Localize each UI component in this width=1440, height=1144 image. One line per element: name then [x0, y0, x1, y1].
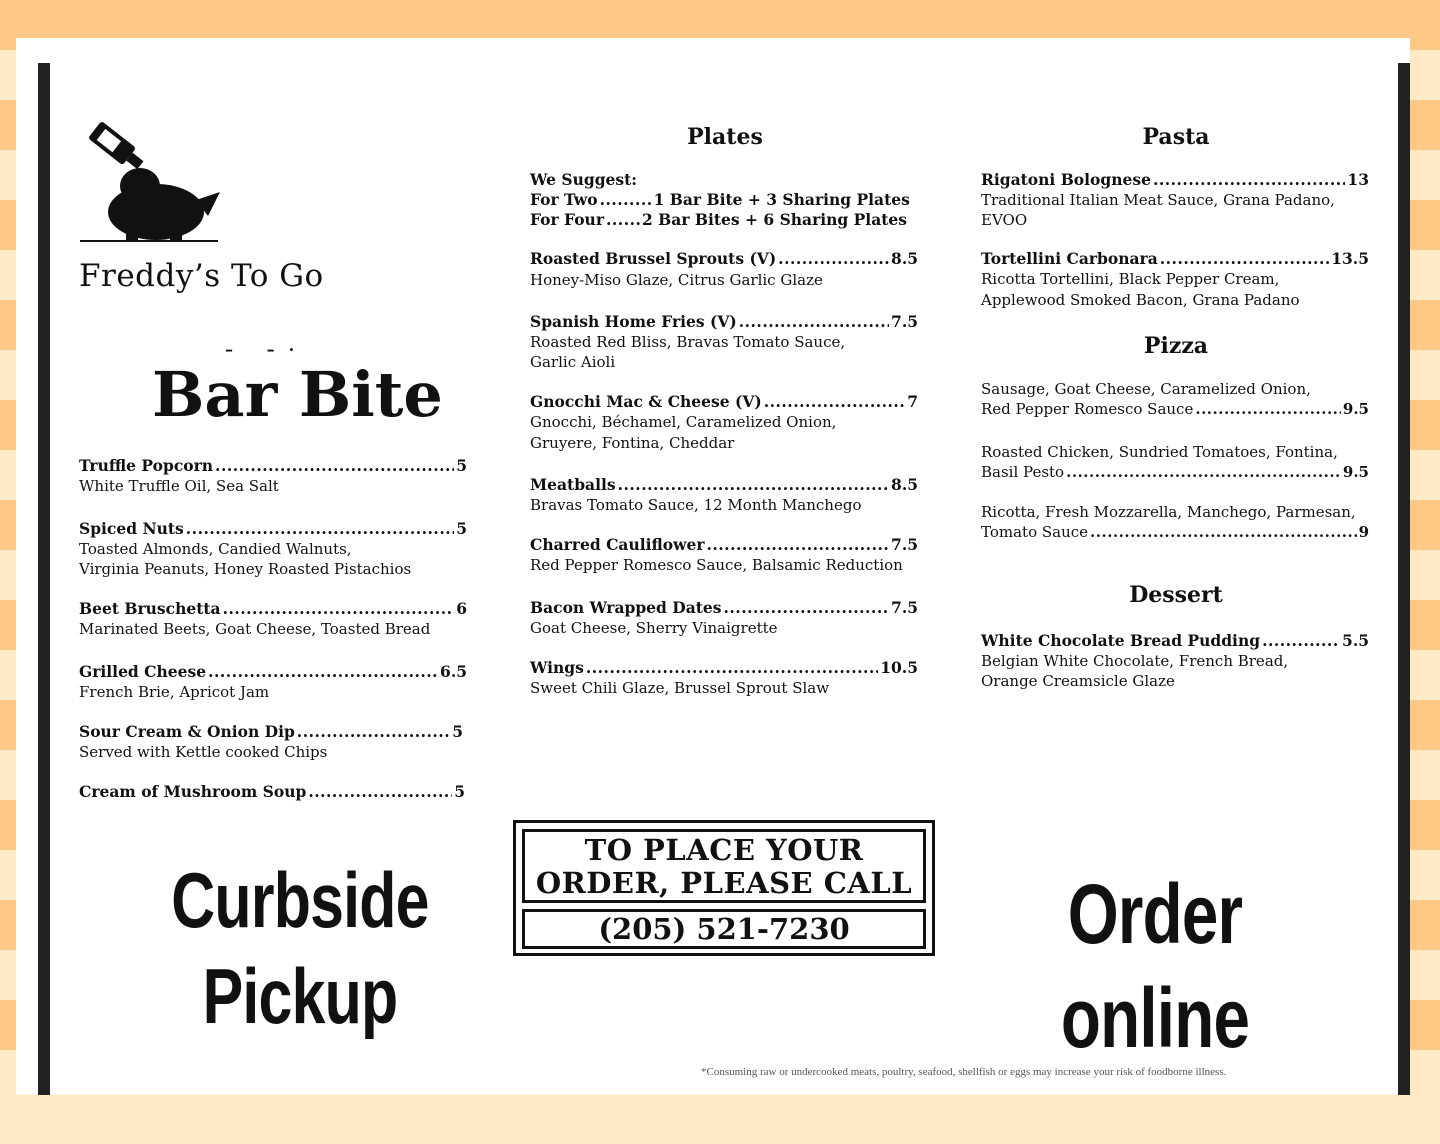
item-description: Basil Pesto	[981, 463, 1065, 481]
item-name: Truffle Popcorn	[79, 456, 214, 475]
brand-name: Freddy’s To Go	[79, 258, 324, 294]
list-item	[981, 442, 1369, 482]
list-item	[981, 379, 1369, 419]
page-edge-left	[38, 63, 50, 1095]
list-item	[981, 249, 1369, 312]
item-description: Toasted Almonds, Candied Walnuts,	[79, 540, 352, 558]
item-name: Wings	[530, 658, 584, 677]
item-price: 13.5	[1331, 249, 1369, 268]
item-name: Bacon Wrapped Dates	[530, 598, 722, 617]
item-name: Tortellini Carbonara	[981, 249, 1158, 268]
item-description: Ricotta, Fresh Mozzarella, Manchego, Parmesan,	[981, 503, 1356, 521]
pasta-heading: Pasta	[1142, 124, 1210, 150]
suggestion-label: For Four	[530, 210, 604, 229]
list-item	[981, 502, 1369, 542]
list-item	[981, 170, 1369, 230]
item-description: EVOO	[981, 211, 1028, 229]
plates-list	[530, 170, 918, 698]
list-item	[530, 658, 918, 698]
item-description: Gnocchi, Béchamel, Caramelized Onion,	[530, 413, 837, 431]
curbside-pickup-label	[136, 852, 464, 1044]
list-item	[530, 475, 918, 515]
item-description: Red Pepper Romesco Sauce	[981, 400, 1194, 418]
phone-number[interactable]: (205) 521-7230	[522, 909, 926, 949]
item-price: 5	[454, 782, 465, 801]
order-online-label[interactable]	[999, 862, 1311, 1070]
list-item	[79, 599, 467, 639]
item-description: Roasted Red Bliss, Bravas Tomato Sauce,	[530, 333, 846, 351]
suggestion-block	[530, 170, 918, 230]
dessert-heading: Dessert	[1129, 582, 1223, 608]
item-description: Tomato Sauce	[981, 523, 1089, 541]
item-description: Honey-Miso Glaze, Citrus Garlic Glaze	[530, 271, 823, 289]
item-description: Sweet Chili Glaze, Brussel Sprout Slaw	[530, 679, 830, 697]
list-item	[530, 312, 918, 372]
item-price: 9.5	[1342, 463, 1369, 481]
item-description: Ricotta Tortellini, Black Pepper Cream,	[981, 270, 1280, 288]
curbside-line-1: Curbside	[171, 856, 429, 944]
list-item	[79, 782, 465, 802]
background-band-top	[0, 0, 1440, 38]
list-item	[530, 535, 918, 575]
item-price: 5	[456, 456, 467, 475]
phone-order-box	[513, 820, 935, 956]
item-name: Spiced Nuts	[79, 519, 184, 538]
decorative-dashes: – –·	[225, 340, 309, 359]
item-price: 6	[456, 599, 467, 618]
item-description: Served with Kettle cooked Chips	[79, 743, 328, 761]
item-description: Red Pepper Romesco Sauce, Balsamic Reduction	[530, 556, 903, 574]
curbside-line-2: Pickup	[202, 952, 398, 1040]
item-price: 8.5	[891, 475, 918, 494]
item-description: Traditional Italian Meat Sauce, Grana Padano,	[981, 191, 1335, 209]
item-price: 7.5	[891, 598, 918, 617]
item-description: Marinated Beets, Goat Cheese, Toasted Bread	[79, 620, 431, 638]
item-description: Applewood Smoked Bacon, Grana Padano	[981, 291, 1300, 309]
item-price: 5	[452, 722, 463, 741]
plates-heading: Plates	[687, 124, 763, 150]
pasta-list	[981, 170, 1369, 312]
item-price: 9.5	[1342, 400, 1369, 418]
item-name: Gnocchi Mac & Cheese (V)	[530, 392, 762, 411]
list-item	[981, 631, 1369, 691]
item-price: 5.5	[1342, 631, 1369, 650]
suggestion-title: We Suggest:	[530, 170, 638, 189]
item-name: Sour Cream & Onion Dip	[79, 722, 295, 741]
list-item	[79, 722, 463, 762]
item-name: Rigatoni Bolognese	[981, 170, 1151, 189]
item-price: 9	[1358, 523, 1369, 541]
pizza-list	[981, 379, 1369, 542]
item-name: Meatballs	[530, 475, 616, 494]
page-edge-right	[1398, 63, 1410, 1095]
item-description: Virginia Peanuts, Honey Roasted Pistachios	[79, 560, 412, 578]
item-price: 7	[907, 392, 918, 411]
item-name: Spanish Home Fries (V)	[530, 312, 737, 331]
item-description: Sausage, Goat Cheese, Caramelized Onion,	[981, 380, 1311, 398]
bar-bite-heading: Bar Bite	[152, 358, 443, 431]
item-description: Gruyere, Fontina, Cheddar	[530, 434, 735, 452]
suggestion-value: 2 Bar Bites + 6 Sharing Plates	[642, 210, 907, 229]
order-online-line-1: Order	[1067, 867, 1243, 961]
item-name: Roasted Brussel Sprouts (V)	[530, 249, 777, 268]
item-description: Bravas Tomato Sauce, 12 Month Manchego	[530, 496, 862, 514]
list-item	[530, 598, 918, 638]
list-item	[79, 662, 467, 702]
list-item	[79, 519, 467, 579]
item-price: 6.5	[440, 662, 467, 681]
order-online-line-2: online	[1060, 971, 1250, 1065]
chef-pig-pouring-bottle-icon	[78, 120, 228, 245]
item-description: Orange Creamsicle Glaze	[981, 672, 1175, 690]
bar-bite-list	[79, 456, 467, 802]
call-instructions	[522, 829, 926, 903]
item-description: Belgian White Chocolate, French Bread,	[981, 652, 1289, 670]
item-price: 7.5	[891, 535, 918, 554]
item-name: Cream of Mushroom Soup	[79, 782, 307, 801]
item-description: Goat Cheese, Sherry Vinaigrette	[530, 619, 778, 637]
list-item	[530, 392, 918, 455]
item-price: 5	[456, 519, 467, 538]
item-price: 8.5	[891, 249, 918, 268]
item-name: Beet Bruschetta	[79, 599, 221, 618]
food-safety-disclaimer: *Consuming raw or undercooked meats, poultry, seafood, shellfish or eggs may increase your risk of foodborne illness.	[701, 1066, 1227, 1078]
item-description: French Brie, Apricot Jam	[79, 683, 270, 701]
list-item	[79, 456, 467, 496]
dessert-list	[981, 631, 1369, 691]
call-line-1: TO PLACE YOUR	[584, 833, 864, 867]
item-price: 10.5	[880, 658, 918, 677]
item-name: Charred Cauliflower	[530, 535, 705, 554]
list-item	[530, 249, 918, 292]
item-name: White Chocolate Bread Pudding	[981, 631, 1261, 650]
background-band-bottom	[0, 1095, 1440, 1144]
item-name: Grilled Cheese	[79, 662, 207, 681]
item-description: Garlic Aioli	[530, 353, 616, 371]
suggestion-value: 1 Bar Bite + 3 Sharing Plates	[653, 190, 910, 209]
suggestion-label: For Two	[530, 190, 598, 209]
item-description: White Truffle Oil, Sea Salt	[79, 477, 279, 495]
pizza-heading: Pizza	[1143, 333, 1209, 359]
call-line-2: ORDER, PLEASE CALL	[535, 866, 913, 900]
item-price: 7.5	[891, 312, 918, 331]
item-price: 13	[1347, 170, 1369, 189]
item-description: Roasted Chicken, Sundried Tomatoes, Fontina,	[981, 443, 1338, 461]
